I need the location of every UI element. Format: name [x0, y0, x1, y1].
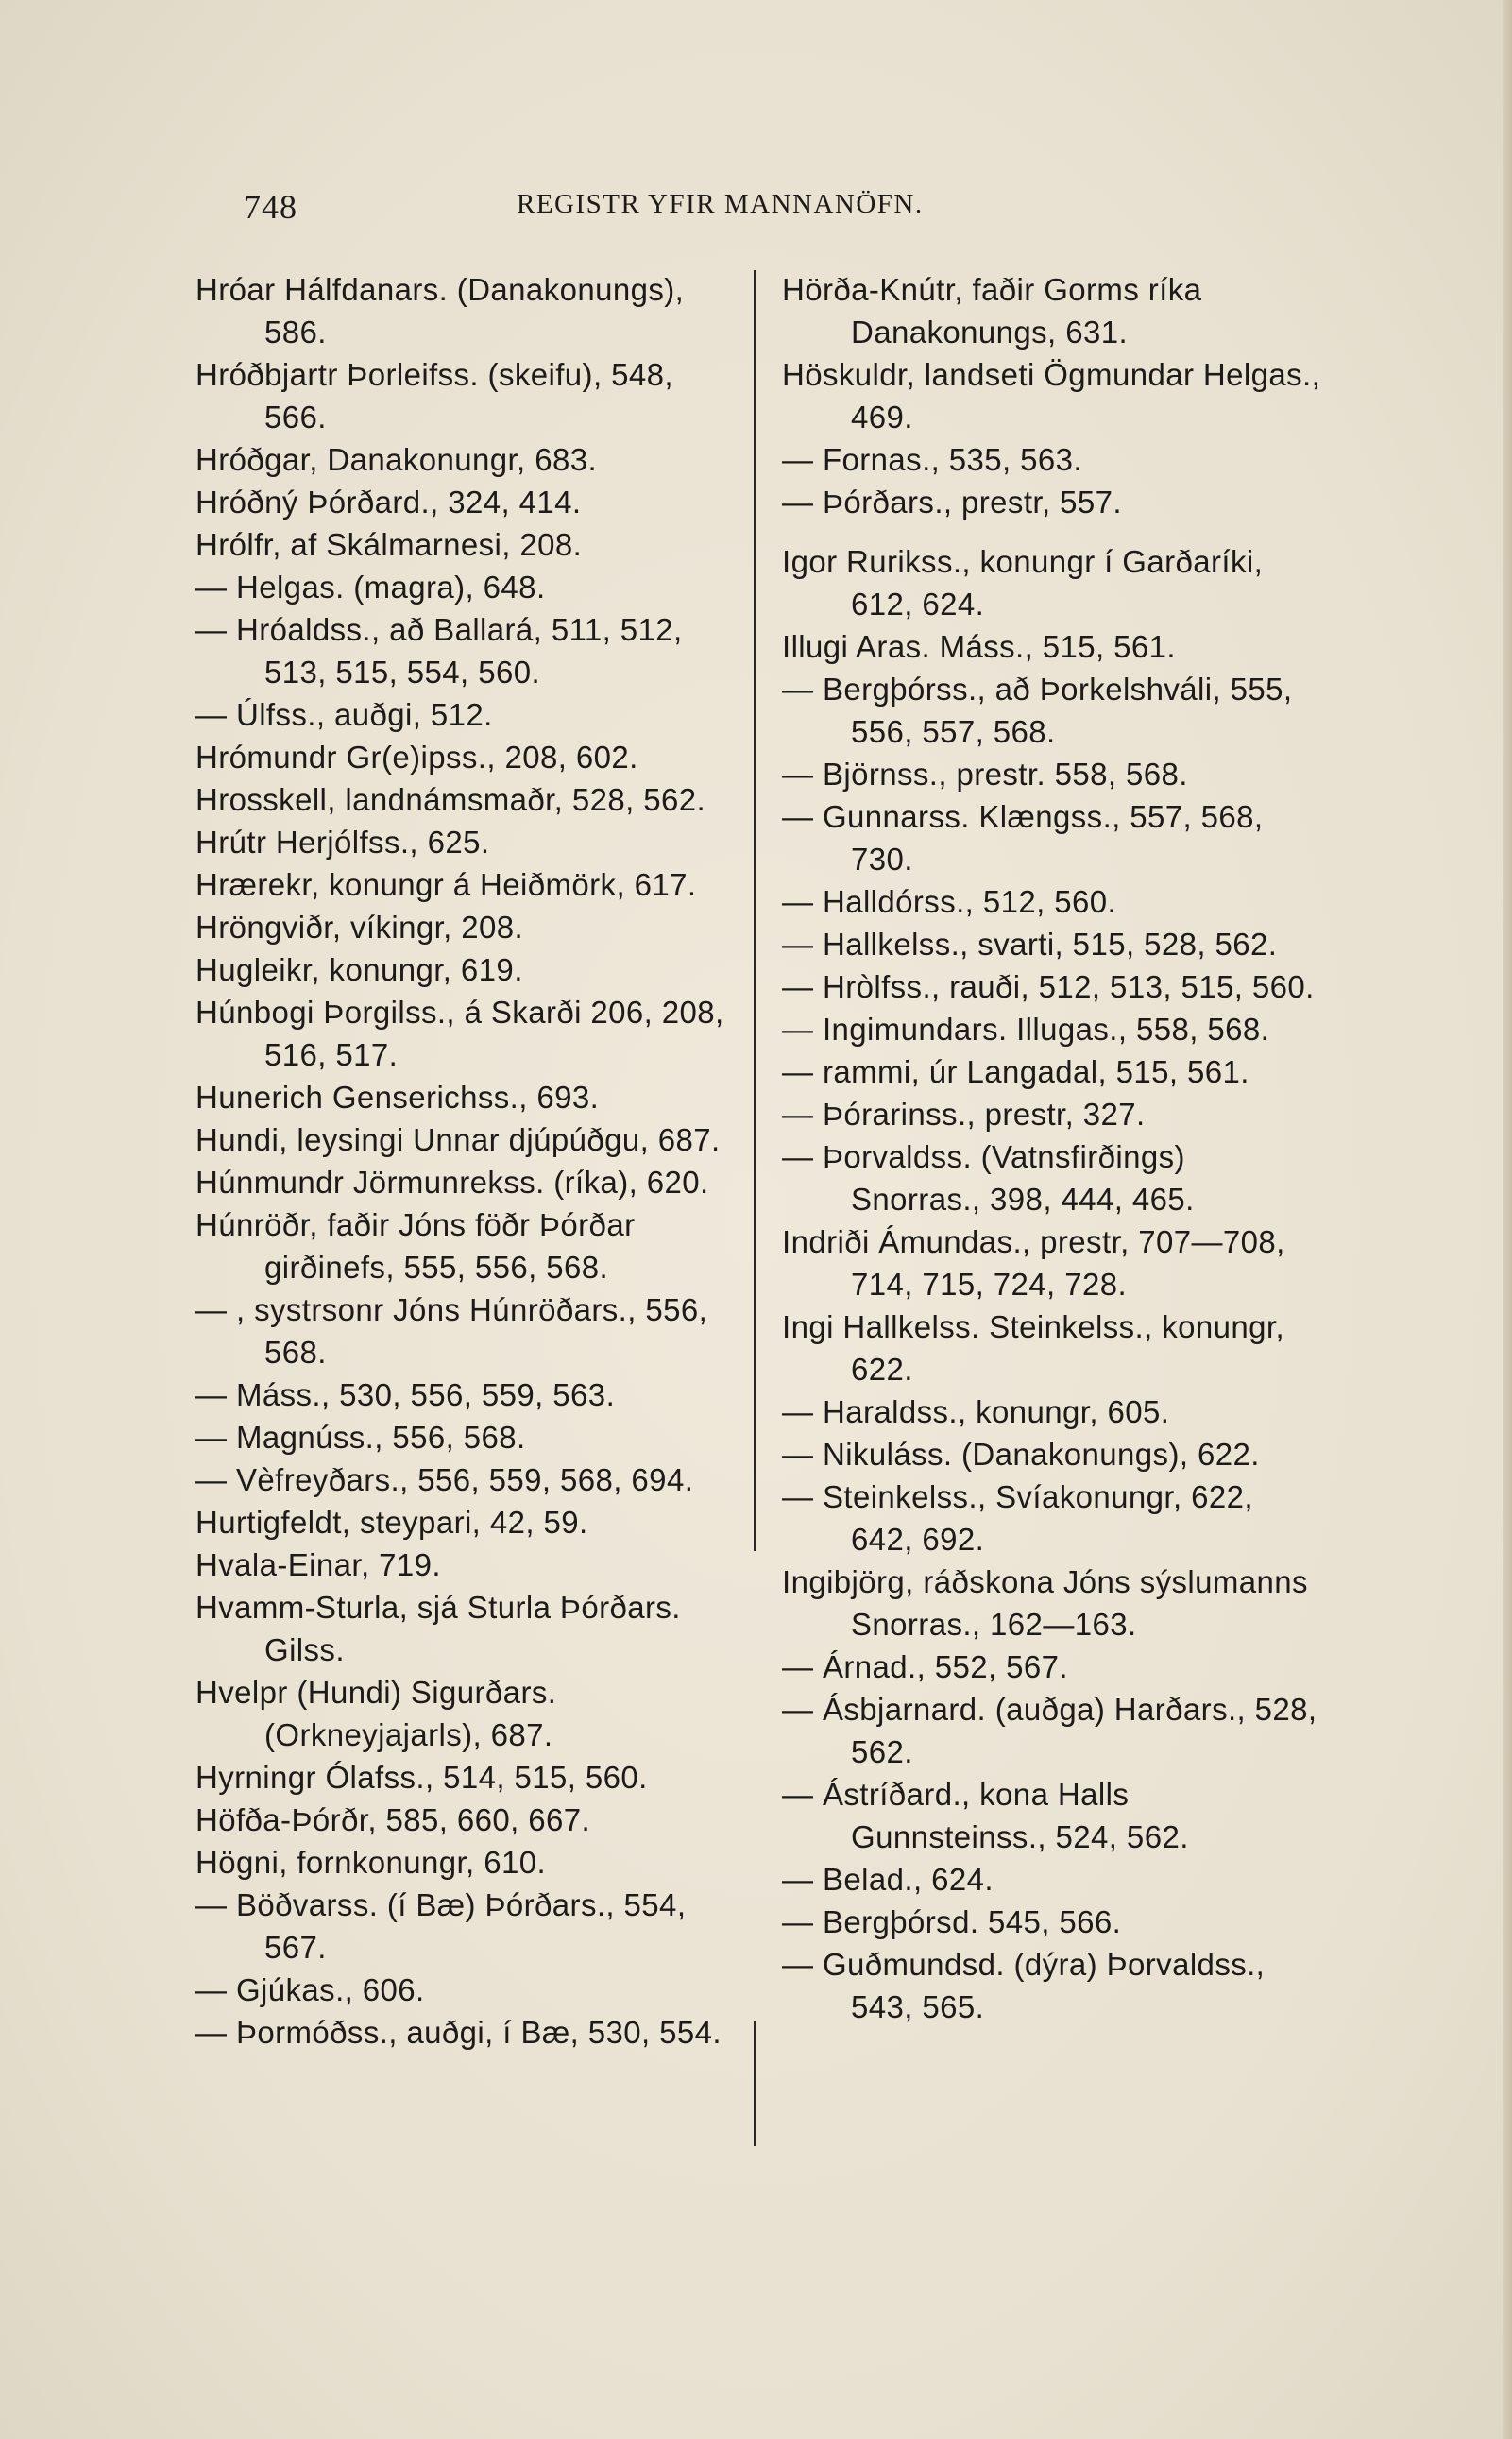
index-entry: — Halldórss., 512, 560. [782, 884, 1117, 919]
index-entry: — Björnss., prestr. 558, 568. [782, 757, 1188, 792]
index-entry: Höfða-Þórðr, 585, 660, 667. [195, 1802, 591, 1837]
index-entry: — rammi, úr Langadal, 515, 561. [782, 1054, 1249, 1089]
index-entry: — Belad., 624. [782, 1862, 994, 1897]
index-entry: Hurtigfeldt, steypari, 42, 59. [195, 1505, 588, 1540]
index-entry: — Steinkelss., Svíakonungr, 622, 642, 692. [782, 1479, 1263, 1557]
index-entry: — Þórarinss., prestr, 327. [782, 1097, 1146, 1132]
index-entry: Hrólfr, af Skálmarnesi, 208. [195, 527, 583, 562]
index-entry: — Þorvaldss. (Vatnsfirðings) Snorras., 398, 444, 465. [782, 1139, 1195, 1217]
column-divider [754, 270, 756, 1551]
index-entry: — Þormóðss., auðgi, í Bæ, 530, 554. [195, 2015, 722, 2050]
index-entry: Hunerich Genserichss., 693. [195, 1080, 600, 1115]
index-entry: — Gunnarss. Klængss., 557, 568, 730. [782, 799, 1273, 877]
index-entry: Hróar Hálfdanars. (Danakonungs), 586. [195, 272, 693, 350]
index-entry: — Úlfss., auðgi, 512. [195, 697, 493, 732]
index-entry: Högni, fornkonungr, 610. [195, 1845, 547, 1880]
index-entry: Hrosskell, landnámsmaðr, 528, 562. [195, 782, 706, 817]
index-entry: — Bergþórsd. 545, 566. [782, 1904, 1122, 1939]
index-entry: Hrútr Herjólfss., 625. [195, 825, 490, 860]
right-column [782, 268, 1330, 2028]
column-divider-lower [754, 2021, 756, 2146]
index-entry: Hyrningr Ólafss., 514, 515, 560. [195, 1760, 648, 1795]
index-entry: — Fornas., 535, 563. [782, 442, 1083, 477]
index-entry: Húnröðr, faðir Jóns föðr Þórðar girðinefs, 555, 556, 568. [195, 1207, 645, 1285]
index-entry: Hörða-Knútr, faðir Gorms ríka Danakonungs, 631. [782, 272, 1211, 350]
index-entry: — Magnúss., 556, 568. [195, 1420, 526, 1455]
index-entry: Hróðgar, Danakonungr, 683. [195, 442, 598, 477]
index-entry: Hugleikr, konungr, 619. [195, 952, 523, 987]
index-entry: Hvamm-Sturla, sjá Sturla Þórðars. Gilss. [195, 1590, 690, 1667]
index-entry: — Hróaldss., að Ballará, 511, 512, 513, 515, 554, 560. [195, 612, 692, 690]
page-edge-shadow [1503, 0, 1512, 2439]
index-entry: Hvala-Einar, 719. [195, 1547, 441, 1582]
index-entry: — Haraldss., konungr, 605. [782, 1394, 1170, 1429]
index-entry: — Böðvarss. (í Bæ) Þórðars., 554, 567. [195, 1887, 695, 1965]
index-entry: — Guðmundsd. (dýra) Þorvaldss., 543, 565. [782, 1947, 1274, 2024]
index-entry: — Gjúkas., 606. [195, 1972, 425, 2007]
index-entry: Ingibjörg, ráðskona Jóns sýslumanns Snorras., 162—163. [782, 1564, 1317, 1642]
index-entry: Indriði Ámundas., prestr, 707—708, 714, 715, 724, 728. [782, 1224, 1295, 1302]
left-column [195, 268, 743, 2054]
index-entry: Igor Rurikss., konungr í Garðaríki, 612, 624. [782, 544, 1272, 622]
index-entry: Hróðbjartr Þorleifss. (skeifu), 548, 566. [195, 357, 683, 435]
index-entry: — Ingimundars. Illugas., 558, 568. [782, 1012, 1270, 1047]
index-entry: Hróðný Þórðard., 324, 414. [195, 485, 582, 520]
index-entry: Ingi Hallkelss. Steinkelss., konungr, 622. [782, 1309, 1294, 1387]
index-entry: — Hròlfss., rauði, 512, 513, 515, 560. [782, 969, 1315, 1004]
index-entry: Hundi, leysingi Unnar djúpúðgu, 687. [195, 1122, 721, 1157]
index-entry: Illugi Aras. Máss., 515, 561. [782, 629, 1176, 664]
index-entry: Húnbogi Þorgilss., á Skarði 206, 208, 516, 517. [195, 995, 734, 1072]
index-entry: — Helgas. (magra), 648. [195, 570, 546, 605]
index-entry: — Ásbjarnard. (auðga) Harðars., 528, 562. [782, 1692, 1327, 1769]
index-entry: Hvelpr (Hundi) Sigurðars. (Orkneyjajarls), 687. [195, 1675, 566, 1752]
index-entry: — , systrsonr Jóns Húnröðars., 556, 568. [195, 1292, 717, 1370]
index-entry: Hrómundr Gr(e)ipss., 208, 602. [195, 740, 638, 775]
index-entry: Höskuldr, landseti Ögmundar Helgas., 469. [782, 357, 1330, 435]
index-entry: — Bergþórss., að Þorkelshváli, 555, 556, 557, 568. [782, 672, 1301, 749]
index-entry: — Hallkelss., svarti, 515, 528, 562. [782, 927, 1278, 962]
index-entry: — Ástríðard., kona Halls Gunnsteinss., 524, 562. [782, 1777, 1189, 1854]
index-entry: — Þórðars., prestr, 557. [782, 485, 1122, 520]
index-entry: — Nikuláss. (Danakonungs), 622. [782, 1437, 1260, 1472]
page-number: 748 [244, 188, 297, 226]
index-entry: — Árnad., 552, 567. [782, 1649, 1068, 1684]
index-entry: Hröngviðr, víkingr, 208. [195, 910, 524, 945]
index-entry: Hrærekr, konungr á Heiðmörk, 617. [195, 867, 697, 902]
index-entry: — Vèfreyðars., 556, 559, 568, 694. [195, 1462, 694, 1497]
running-head: REGISTR YFIR MANNANÖFN. [517, 189, 924, 219]
index-entry: Húnmundr Jörmunrekss. (ríka), 620. [195, 1165, 709, 1200]
index-entry: — Máss., 530, 556, 559, 563. [195, 1377, 616, 1412]
